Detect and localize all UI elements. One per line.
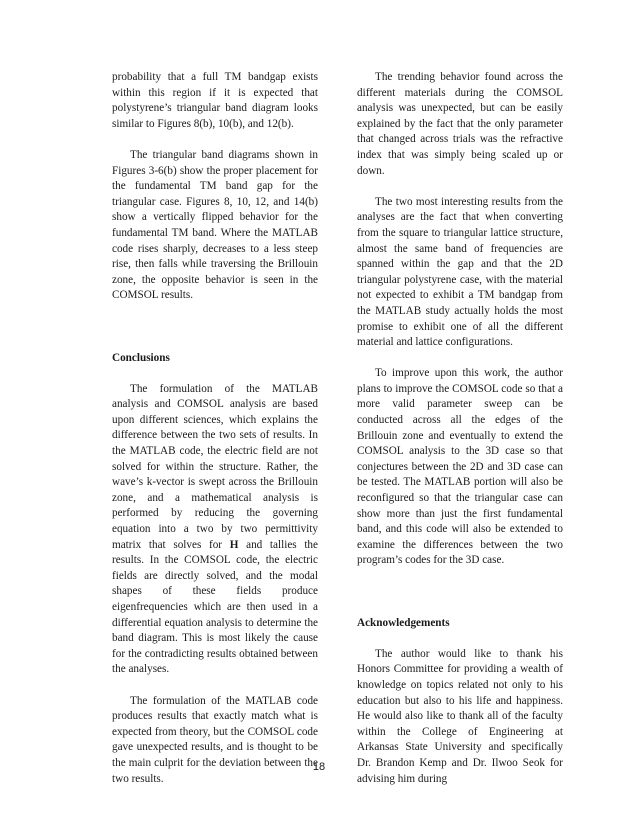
paragraph: The triangular band diagrams shown in Figures 3-6(b) show the proper placement for the fundamental TM band gap for the triangular case. Figures 8, 10, 12, and 14(b) show a vertically flipped behavior for the fundamental TM band. Where the MATLAB code rises sharply, decreases to a less steep rise, then falls while traversing the Brillouin zone, the opposite behavior is seen in the COMSOL results.	[112, 148, 318, 302]
paragraph: probability that a full TM bandgap exists within this region if it is expected that polystyrene’s triangular band diagram looks similar to Figures 8(b), 10(b), and 12(b).	[112, 71, 318, 130]
section-heading-acknowledgements: Acknowledgements	[357, 616, 450, 629]
paragraph: The trending behavior found across the different materials during the COMSOL analysis was unexpected, but can be easily explained by the fact that the only parameter that changed across trials was the refractive index that was simply being scaled up or down.	[357, 71, 563, 177]
left-column	[112, 70, 318, 803]
paragraph: To improve upon this work, the author plans to improve the COMSOL code so that a more valid parameter sweep can be conducted across all the edges of the Brillouin zone and eventually to extend the COMSOL analysis to the 3D case so that conjectures between the 2D and 3D case can be tested. The MATLAB portion will also be reconfigured so that the triangular case can show more than just the first fundamental band, and this code will also be extended to examine the differences between the two program’s codes for the 3D case.	[357, 367, 563, 567]
section-heading-conclusions: Conclusions	[112, 351, 170, 364]
paragraph	[112, 382, 318, 678]
paragraph: The author would like to thank his Honors Committee for providing a wealth of knowledge on topics related not only to his education but also to his life and happiness. He would also like to thank all of the faculty within the College of Engineering at Arkansas State University and specifically Dr. Brandon Kemp and Dr. Ilwoo Seok for advising him during	[357, 647, 563, 785]
right-column	[357, 70, 563, 803]
field-symbol-h: H	[229, 538, 239, 551]
paragraph-text: and tallies the results. In the COMSOL code, the electric fields are directly solved, and the modal shapes of these fields produce eigenfrequencies which are then used in a differential equation analysis to determine the band diagram. This is most likely the cause for the contradicting results obtained between the analyses.	[112, 538, 318, 676]
paragraph-text: The formulation of the MATLAB analysis and COMSOL analysis are based upon different sciences, which explains the difference between the two sets of results. In the MATLAB code, the electric field are not solved for within the structure. Rather, the wave’s k-vector is swept across the Brillouin zone, and a mathematical analysis is performed by reducing the governing equation into a two by two permittivity matrix that solves for	[112, 382, 318, 551]
page-number: 18	[312, 761, 326, 773]
paragraph: The two most interesting results from the analyses are the fact that when converting from the square to triangular lattice structure, almost the same band of frequencies are spanned within the gap and that the 2D triangular polystyrene case, with the material not expected to exhibit a TM bandgap from the MATLAB study actually holds the most promise to exhibit one of all the different material and lattice configurations.	[357, 195, 563, 349]
paragraph: The formulation of the MATLAB code produces results that exactly match what is expected from theory, but the COMSOL code gave unexpected results, and is thought to be the main culprit for the deviation between the two results.	[112, 694, 318, 785]
